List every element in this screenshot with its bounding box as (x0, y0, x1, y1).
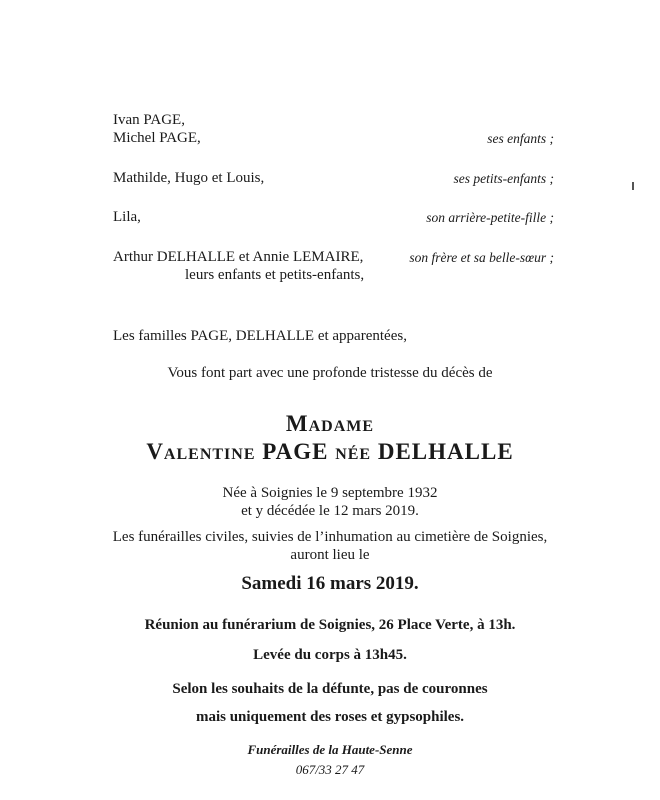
family-role-children: ses enfants ; (487, 131, 554, 146)
birth-line: Née à Soignies le 9 septembre 1932 (222, 485, 438, 501)
title-nee: née (335, 439, 372, 464)
wishes-line-1: Selon les souhaits de la défunte, pas de couronnes (172, 681, 488, 697)
funeral-line-2: auront lieu le (290, 547, 370, 563)
funeral-home-name: Funérailles de la Haute-Senne (247, 742, 413, 757)
families-line: Les familles PAGE, DELHALLE et apparentées, (113, 328, 407, 344)
title-full-name (0, 439, 660, 465)
title-maiden-name: DELHALLE (377, 439, 514, 464)
title-madame: Madame (285, 411, 375, 436)
funeral-line-1: Les funérailles civiles, suivies de l’inhumation au cimetière de Soignies, (112, 529, 548, 545)
funeral-date: Samedi 16 mars 2019. (241, 573, 419, 594)
meeting-line: Réunion au funérarium de Soignies, 26 Place Verte, à 13h. (144, 617, 516, 633)
death-line: et y décédée le 12 mars 2019. (241, 503, 419, 519)
family-name-michel: Michel PAGE, (113, 130, 201, 146)
family-name-siblings: Arthur DELHALLE et Annie LEMAIRE, (113, 249, 364, 265)
levee-line: Levée du corps à 13h45. (253, 647, 407, 663)
wishes-line-2: mais uniquement des roses et gypsophiles. (195, 709, 465, 725)
family-name-lila: Lila, (113, 209, 141, 225)
title-first-name: Valentine (146, 439, 256, 464)
funeral-home-phone: 067/33 27 47 (295, 762, 365, 777)
family-sub-line: leurs enfants et petits-enfants, (185, 267, 365, 283)
family-role-siblings: son frère et sa belle-sœur ; (409, 250, 554, 265)
family-name-grandchildren: Mathilde, Hugo et Louis, (113, 170, 265, 186)
title-last-name: PAGE (262, 439, 329, 464)
family-name-ivan: Ivan PAGE, (113, 112, 185, 128)
family-role-grandchildren: ses petits-enfants ; (453, 171, 554, 186)
family-role-great-granddaughter: son arrière-petite-fille ; (426, 210, 554, 225)
scan-artifact (632, 182, 634, 190)
announcement-line: Vous font part avec une profonde tristesse du décès de (167, 365, 493, 381)
